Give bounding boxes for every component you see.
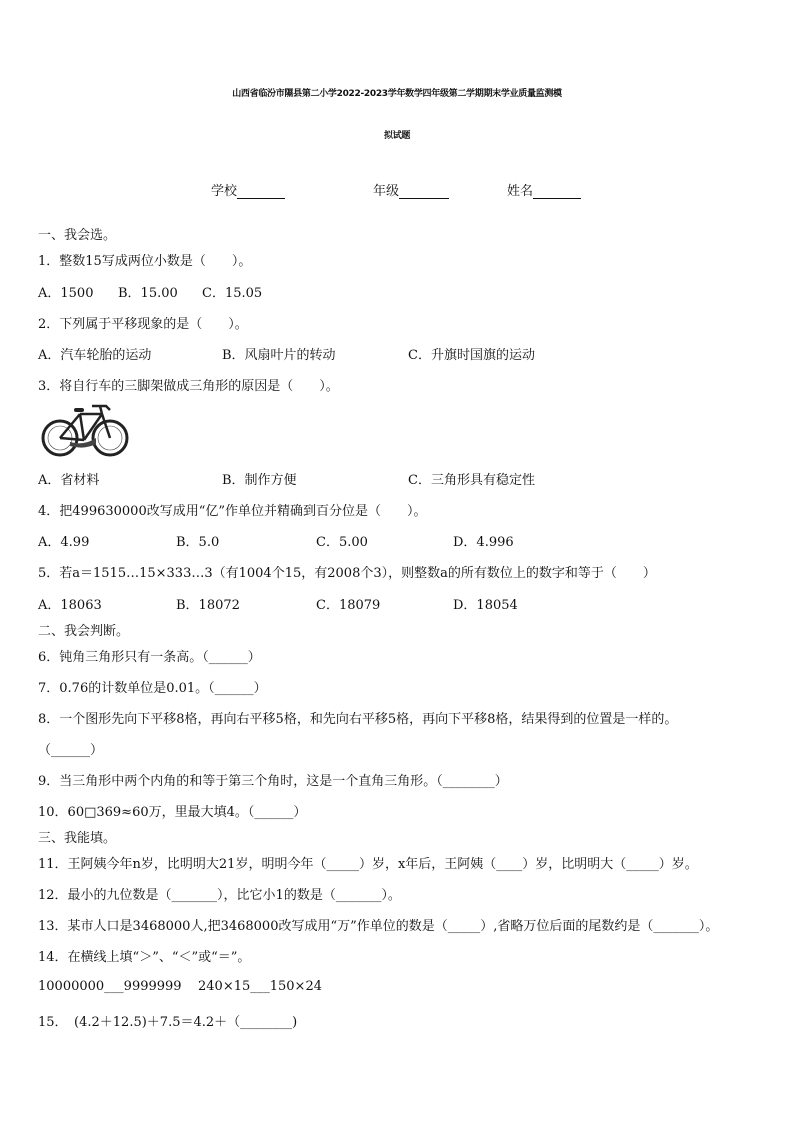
q14-item-1: 10000000___9999999 xyxy=(38,979,182,994)
q5-option-b: B．18072 xyxy=(176,598,240,613)
q14-item-2: 240×15___150×24 xyxy=(198,979,322,994)
question-10: 10．60□369≈60万，里最大填4。（______） xyxy=(38,805,307,820)
question-9: 9．当三角形中两个内角的和等于第三个角时，这是一个直角三角形。（________） xyxy=(38,774,508,789)
bicycle-image xyxy=(40,402,132,458)
name-label: 姓名 xyxy=(507,184,534,199)
q3-option-b: B．制作方便 xyxy=(222,473,297,488)
section-heading: 二、我会判断。 xyxy=(38,624,130,639)
q5-option-d: D．18054 xyxy=(453,598,518,613)
school-field xyxy=(211,180,285,199)
section-heading: 一、我会选。 xyxy=(38,228,117,243)
school-label: 学校 xyxy=(211,184,238,199)
question-1: 1．整数15写成两位小数是（ ）。 xyxy=(38,254,252,269)
question-14: 14．在横线上填“＞”、“＜”或“＝”。 xyxy=(38,950,251,965)
question-5: 5．若a＝1515…15×333…3（有1004个15，有2008个3），则整数a的所有数位上的数字和等于（ ） xyxy=(38,566,656,581)
question-8: 8．一个图形先向下平移8格，再向右平移5格，和先向右平移5格，再向下平移8格，结果得到的位置是一样的。 xyxy=(38,712,678,727)
q4-option-c: C．5.00 xyxy=(316,535,368,550)
question-8-blank: （______） xyxy=(38,743,104,758)
question-13: 13．某市人口是3468000人,把3468000改写成用“万”作单位的数是（_____）,省略万位后面的尾数约是（_______）。 xyxy=(38,919,719,934)
section-heading: 三、我能填。 xyxy=(38,831,117,846)
question-4: 4．把499630000改写成用“亿”作单位并精确到百分位是（ ）。 xyxy=(38,504,427,519)
question-11: 11．王阿姨今年n岁，比明明大21岁，明明今年（_____）岁，x年后，王阿姨（____）岁，比明明大（_____）岁。 xyxy=(38,857,698,872)
q4-option-b: B．5.0 xyxy=(176,535,220,550)
question-12: 12．最小的九位数是（_______），比它小1的数是（_______）。 xyxy=(38,888,401,903)
name-blank xyxy=(533,184,581,199)
grade-field xyxy=(373,180,449,199)
grade-label: 年级 xyxy=(373,184,400,199)
q5-option-c: C．18079 xyxy=(316,598,381,613)
question-2: 2．下列属于平移现象的是（ ）。 xyxy=(38,317,248,332)
page-title: 山西省临汾市隰县第二小学2022-2023学年数学四年级第二学期期末学业质量监测模 xyxy=(232,89,562,99)
q1-option-c: C．15.05 xyxy=(202,286,263,301)
question-15: 15． (4.2＋12.5)＋7.5＝4.2＋（________) xyxy=(38,1015,298,1030)
q2-option-a: A．汽车轮胎的运动 xyxy=(38,348,152,363)
question-6: 6．钝角三角形只有一条高。（______） xyxy=(38,650,261,665)
q2-option-c: C．升旗时国旗的运动 xyxy=(408,348,535,363)
q1-option-a: A．1500 xyxy=(38,286,94,301)
q2-option-b: B．风扇叶片的转动 xyxy=(222,348,336,363)
page-title-continued: 拟试题 xyxy=(383,131,411,141)
q4-option-d: D．4.996 xyxy=(453,535,514,550)
q5-option-a: A．18063 xyxy=(38,598,102,613)
school-blank xyxy=(237,184,285,199)
question-7: 7．0.76的计数单位是0.01。（______） xyxy=(38,681,267,696)
q4-option-a: A．4.99 xyxy=(38,535,90,550)
q3-option-a: A．省材料 xyxy=(38,473,100,488)
grade-blank xyxy=(399,184,449,199)
name-field xyxy=(507,180,581,199)
q3-option-c: C．三角形具有稳定性 xyxy=(408,473,535,488)
q1-option-b: B．15.00 xyxy=(118,286,178,301)
question-3: 3．将自行车的三脚架做成三角形的原因是（ ）。 xyxy=(38,379,339,394)
